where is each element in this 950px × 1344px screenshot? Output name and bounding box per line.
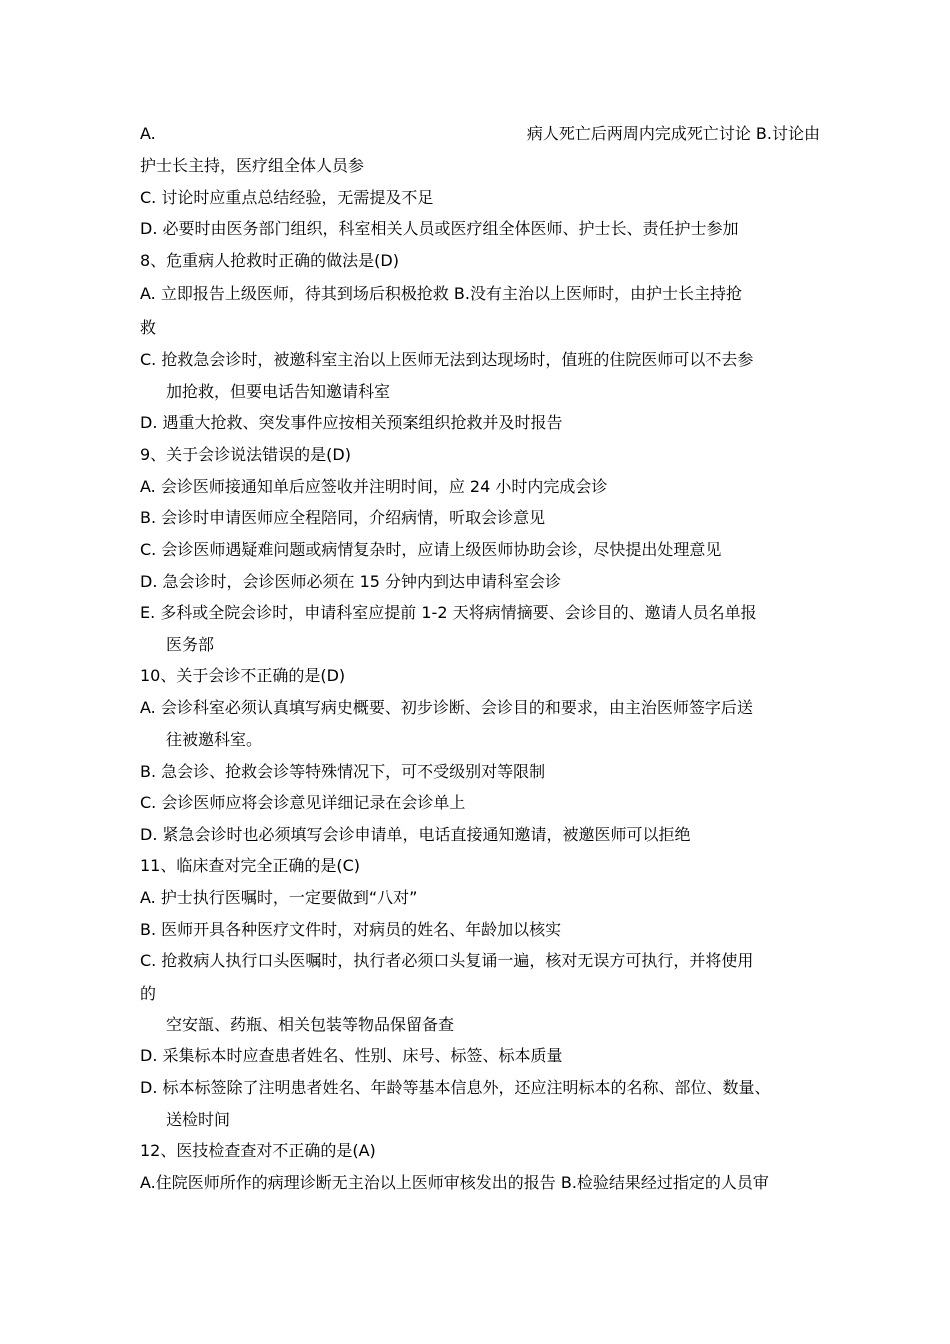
question-10: 10、关于会诊不正确的是(D) xyxy=(140,666,346,685)
text-line: A.住院医师所作的病理诊断无主治以上医师审核发出的报告 B.检验结果经过指定的人员审 xyxy=(140,1173,769,1192)
text-line: C. 讨论时应重点总结经验，无需提及不足 xyxy=(140,188,434,207)
question-9: 9、关于会诊说法错误的是(D) xyxy=(140,445,351,464)
option-text: 病人死亡后两周内完成死亡讨论 B.讨论由 xyxy=(526,124,820,143)
text-line: A. 会诊科室必须认真填写病史概要、初步诊断、会诊目的和要求，由主治医师签字后送 xyxy=(140,698,753,717)
text-line: 的 xyxy=(140,984,157,1003)
text-line: D. 遇重大抢救、突发事件应按相关预案组织抢救并及时报告 xyxy=(140,413,563,432)
text-line: A. 立即报告上级医师，待其到场后积极抢救 B.没有主治以上医师时，由护士长主持抢 xyxy=(140,284,742,303)
text-line: A. 会诊医师接通知单后应签收并注明时间，应 24 小时内完成会诊 xyxy=(140,477,608,496)
text-line xyxy=(140,124,820,144)
text-line: D. 标本标签除了注明患者姓名、年龄等基本信息外，还应注明标本的名称、部位、数量、 xyxy=(140,1078,771,1097)
text-line: 送检时间 xyxy=(166,1110,231,1129)
question-8: 8、危重病人抢救时正确的做法是(D) xyxy=(140,251,399,270)
question-11: 11、临床查对完全正确的是(C) xyxy=(140,856,361,875)
text-line: D. 急会诊时，会诊医师必须在 15 分钟内到达申请科室会诊 xyxy=(140,572,562,591)
text-line: B. 急会诊、抢救会诊等特殊情况下，可不受级别对等限制 xyxy=(140,762,546,781)
question-12: 12、医技检查查对不正确的是(A) xyxy=(140,1141,376,1160)
text-line: D. 必要时由医务部门组织，科室相关人员或医疗组全体医师、护士长、责任护士参加 xyxy=(140,219,739,238)
text-line: D. 采集标本时应查患者姓名、性别、床号、标签、标本质量 xyxy=(140,1046,563,1065)
text-line: 医务部 xyxy=(166,635,215,654)
text-line: C. 抢救病人执行口头医嘱时，执行者必须口头复诵一遍，核对无误方可执行，并将使用 xyxy=(140,951,754,970)
text-line: B. 医师开具各种医疗文件时，对病员的姓名、年龄加以核实 xyxy=(140,920,562,939)
text-line: D. 紧急会诊时也必须填写会诊申请单，电话直接通知邀请，被邀医师可以拒绝 xyxy=(140,825,691,844)
text-line: 空安瓿、药瓶、相关包装等物品保留备查 xyxy=(166,1015,455,1034)
option-label: A. xyxy=(140,124,156,143)
text-line: E. 多科或全院会诊时，申请科室应提前 1-2 天将病情摘要、会诊目的、邀请人员名单报 xyxy=(140,603,757,622)
text-line: C. 会诊医师遇疑难问题或病情复杂时，应请上级医师协助会诊，尽快提出处理意见 xyxy=(140,540,722,559)
text-line: 往被邀科室。 xyxy=(166,730,263,749)
text-line: C. 抢救急会诊时，被邀科室主治以上医师无法到达现场时，值班的住院医师可以不去参 xyxy=(140,350,754,369)
text-line: 护士长主持，医疗组全体人员参 xyxy=(140,156,365,175)
text-line: C. 会诊医师应将会诊意见详细记录在会诊单上 xyxy=(140,793,466,812)
text-line: 加抢救，但要电话告知邀请科室 xyxy=(166,382,391,401)
text-line: B. 会诊时申请医师应全程陪同，介绍病情，听取会诊意见 xyxy=(140,508,546,527)
text-line: 救 xyxy=(140,318,157,337)
text-line: A. 护士执行医嘱时，一定要做到“八对” xyxy=(140,888,418,907)
